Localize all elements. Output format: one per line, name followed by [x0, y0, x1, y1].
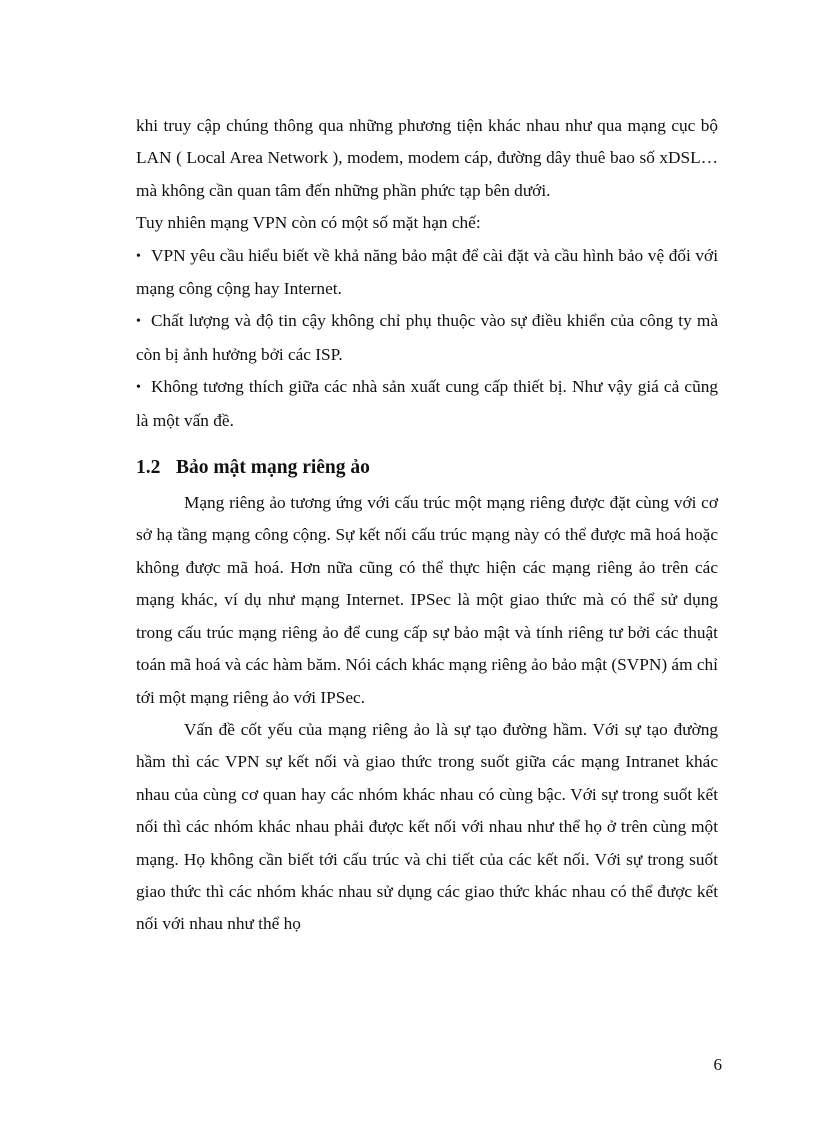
intro-paragraph: khi truy cập chúng thông qua những phương tiện khác nhau như qua mạng cục bộ LAN ( Local Area Network ), modem, modem cáp, đường dây thuê bao số xDSL… mà không cần quan tâm đến những phần phức tạp bên dưới.: [136, 116, 718, 200]
bullet-item: [136, 240, 718, 306]
bullet-text: Không tương thích giữa các nhà sản xuất cung cấp thiết bị. Như vậy giá cả cũng là một vấn đề.: [136, 377, 718, 430]
bullet-item: [136, 371, 718, 437]
section-title: Bảo mật mạng riêng ảo: [176, 457, 370, 479]
bullet-text: Chất lượng và độ tin cậy không chỉ phụ thuộc vào sự điều khiển của công ty mà còn bị ảnh hưởng bởi các ISP.: [136, 311, 718, 364]
page-content: [136, 110, 718, 941]
section-heading: [136, 450, 718, 486]
limitations-lead: Tuy nhiên mạng VPN còn có một số mặt hạn chế:: [136, 213, 481, 233]
bullet-icon: •: [136, 380, 141, 396]
bullet-item: [136, 305, 718, 371]
section-number: 1.2: [136, 457, 161, 479]
bullet-icon: •: [136, 248, 141, 264]
page-number: 6: [713, 1055, 722, 1074]
bullet-icon: •: [136, 314, 141, 330]
bullet-text: VPN yêu cầu hiểu biết về khả năng bảo mật để cài đặt và cầu hình bảo vệ đối với mạng công cộng hay Internet.: [136, 245, 718, 299]
section-paragraph: Mạng riêng ảo tương ứng với cấu trúc một mạng riêng được đặt cùng với cơ sở hạ tầng mạng công cộng. Sự kết nối cấu trúc mạng này có thể được mã hoá hoặc không được mã hoá. Hơn nữa cũng có thể thực hiện các mạng riêng ảo trên các mạng khác, ví dụ như mạng Internet. IPSec là một giao thức mà có thể sử dụng trong cấu trúc mạng riêng ảo để cung cấp sự bảo mật và tính riêng tư bởi các thuật toán mã hoá và các hàm băm. Nói cách khác mạng riêng ảo bảo mật (SVPN) ám chỉ tới một mạng riêng ảo với IPSec.: [136, 493, 718, 707]
section-paragraph: Vấn đề cốt yếu của mạng riêng ảo là sự tạo đường hầm. Với sự tạo đường hầm thì các VPN sự kết nối và giao thức trong suốt giữa các mạng Intranet khác nhau của cùng cơ quan hay các nhóm khác nhau có cùng bậc. Với sự trong suốt kết nối thì các nhóm khác nhau phải được kết nối với nhau như thể họ ở trên cùng một mạng. Họ không cần biết tới cấu trúc và chi tiết của các kết nối. Với sự trong suốt giao thức thì các nhóm khác nhau sử dụng các giao thức khác nhau có thể được kết nối với nhau như thể họ: [136, 719, 718, 934]
